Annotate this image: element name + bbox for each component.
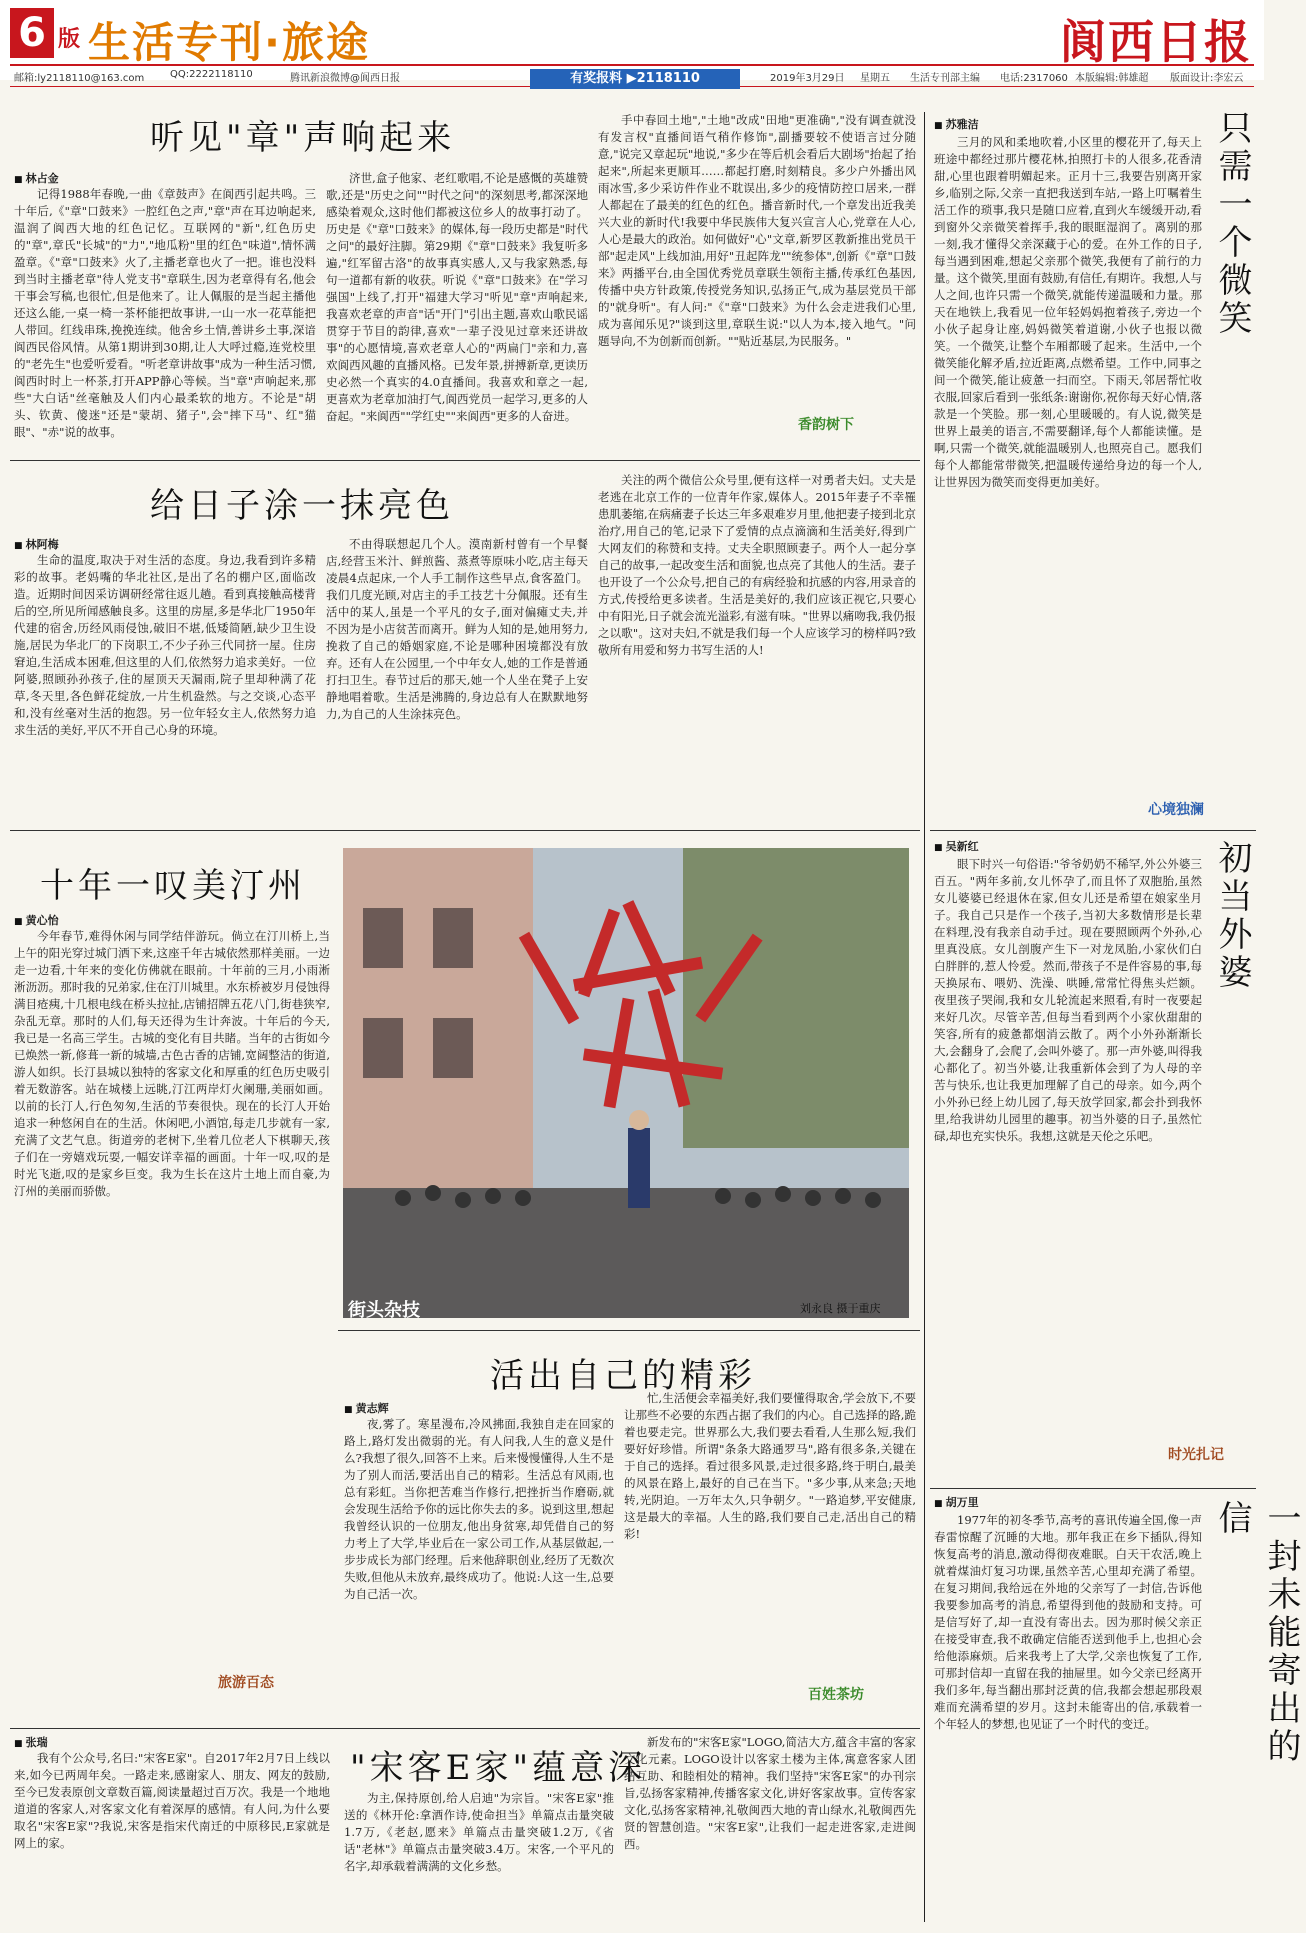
section-title: 生活专刊·旅途 [88,18,370,67]
column-stamp-zhang: 香韵树下 [798,417,854,433]
column-stamp-waipo: 时光扎记 [1168,1447,1224,1463]
photo-credit: 刘永良 摄于重庆 [800,1302,881,1315]
column-rule [924,112,925,1922]
article-title-xin: 一封未能寄出的信 [1212,1500,1301,1766]
byline-xin: ■ 胡万里 [934,1494,979,1510]
section-divider [338,1330,920,1331]
article-body-rizi-3: 关注的两个微信公众号里,便有这样一对勇者夫妇。丈夫是老逃在北京工作的一位青年作家,媒体人。2015年妻子不幸罹患肌萎缩,在病痛妻子长达三年多艰难岁月里,他把妻子接到北京治疗,用自己的笔,记录下了爱情的点点滴滴和生活美好,得到广大网友们的称赞和支持。丈夫全职照顾妻子。两个人一起分享自己的故事,一起改变生活和面貌,也点亮了其他人的生活。妻子也开设了一个公众号,把自己的有病经验和抗感的内容,用录音的方式,传授给更多读者。生活是美好的,我们应该正视它,只要心中有阳光,日子就会流光溢彩,有滋有味。"世界以痛吻我,我仍报之以歌"。这对夫妇,不就是我们每一个人应该学习的榜样吗?致敬所有用爱和努力书写生活的人! [598,473,916,657]
article-body-xin: 1977年的初冬季节,高考的喜讯传遍全国,像一声春雷惊醒了沉睡的大地。那年我正在乡下插队,得知恢复高考的消息,激动得彻夜难眠。白天干农活,晚上就着煤油灯复习功课,虽然辛苦,心里却充满了希望。在复习期间,我给远在外地的父亲写了一封信,告诉他我要参加高考的消息,希望得到他的鼓励和支持。可是信写好了,却一直没有寄出去。因为那时候父亲正在接受审查,我不敢确定信能否送到他手上,也担心会给他添麻烦。后来我考上了大学,父亲也恢复了工作,可那封信却一直留在我的抽屉里。如今父亲已经离开我们多年,每当翻出那封泛黄的信,我都会想起那段艰难而充满希望的岁月。这封未能寄出的信,承载着一个年轻人的梦想,也见证了一个时代的变迁。 [934,1513,1202,1731]
article-title-waipo: 初当外婆 [1212,840,1252,992]
article-body-jingcai-2: 忙,生活便会幸福美好,我们要懂得取舍,学会放下,不要让那些不必要的东西占据了我们的内心。自己选择的路,跪着也要走完。世界那么大,我们要去看看,人生那么短,我们要好好珍惜。所谓"条条大路通罗马",路有很多条,关键在于自己的选择。看过很多风景,走过很多路,终于明白,最美的风景在路上,最好的自己在当下。"多少事,从来急;天地转,光阴迫。一万年太久,只争朝夕。"一路追梦,平安健康,这是最大的幸福。人生的路,我们要自己走,活出自己的精彩! [624,1391,916,1541]
article-body-jingcai-1: 夜,雾了。寒星漫布,冷风拂面,我独自走在回家的路上,路灯发出微弱的光。有人问我,人生的意义是什么?我想了很久,回答不上来。后来慢慢懂得,人生不是为了别人而活,要活出自己的精彩。生活总有风雨,也总有彩虹。当你把苦难当作修行,把挫折当作磨砺,就会发现生活给予你的远比你失去的多。说到这里,想起我曾经认识的一位朋友,他出身贫寒,却凭借自己的努力考上了大学,毕业后在一家公司工作,从基层做起,一步步成长为部门经理。后来他辞职创业,经历了无数次失败,但他从未放弃,最终成功了。他说:人这一生,总要为自己活一次。 [344,1417,614,1601]
article-title-jingcai: 活出自己的精彩 [490,1356,756,1396]
article-body-zhang-3: 手中春回土地","土地"改成"田地"更准确","没有调查就没有发言权"直播间语气稍作修饰",副播要较不使语言过分随意,"说完又章起玩"地说,"多少在等后机会看后大剧场"抬起了抬起来",所起来更顺耳……都起打磨,时刻精良。多少户外播出风雨冰雪,多少采访件作业不耽误出,多少的疫情防控口居来,一群人都起在了最美的红色的红色。播音新时代,一个章发出近我美兴大业的新时代!我要中华民族伟大复兴宣言人心,党章在人心,人心是最大的政治。如何做好"心"文章,新罗区教新推出党员干部"起走风"上线加油,用好"丑起阵龙""统参体",创新《"章"口鼓来》两播平台,由全国优秀党员章联生领衔主播,传承红色基因,传播中央方针政策,传授党务知识,弘扬正气,成为基层党员干部的"就身听"。有人问:"《"章"口鼓来》为什么会走进我们心里,成为喜闻乐见?"谈到这里,章联生说:"以人为本,接入地气。"问题导向,不为创新而创新。""贴近基层,为民服务。" [598,113,916,348]
street-acrobatics-illustration [343,848,909,1318]
hotline-banner: 有奖报料 ▶2118110 [530,69,740,89]
article-title-rizi: 给日子涂一抹亮色 [150,486,454,526]
article-body-rizi-2: 不由得联想起几个人。漠南新村曾有一个早餐店,经营玉米汁、鲜煎酱、蒸煮等原味小吃,店主每天凌晨4点起床,一个人手工制作这些早点,食客盈门。我们几度光顾,对店主的手工技艺十分佩服。还有生活中的某人,虽是一个平凡的女子,面对偏瘫丈夫,并不因为是小店贫苦而离开。鲜为人知的是,她用努力,挽救了自己的婚姻家庭,不论是哪种困境都没有放弃。还有人在公园里,一个中年女人,她的工作是普通打扫卫生。春节过后的那天,她一个人坐在凳子上安静地唱着歌。生活是沸腾的,身边总有人在默默地努力,为自己的人生涂抹亮色。 [326,537,588,721]
article-title-shinian: 十年一叹美汀州 [40,866,306,906]
article-body-rizi-1: 生命的温度,取决于对生活的态度。身边,我看到许多精彩的故事。老妈嘴的华北社区,是出了名的棚户区,面临改造。近期时间因采访调研经常往返儿趟。看到真接触高楼背后的空,所见所闻感触良多。这里的房屋,多是华北厂1950年代建的宿舍,历经风雨侵蚀,破旧不堪,低矮简陋,缺少卫生设施,居民为华北厂的下岗职工,不少子孙三代同挤一屋。住房窘迫,生活成本困难,但这里的人们,依然努力追求美好。一位阿婆,照顾孙孙孩子,住的屋顶天天漏雨,院子里却种满了花草,冬天里,各色鲜花绽放,一片生机盎然。与之交谈,心态平和,没有丝毫对生活的抱怨。另一位年轻女主人,依然努力追求生活的美好,平仄不开自己心身的环境。 [14,553,316,737]
article-body-songke-3: 新发布的"宋客E家"LOGO,简洁大方,蕴含丰富的客家文化元素。LOGO设计以客家土楼为主体,寓意客家人团结互助、和睦相处的精神。我们坚持"宋客E家"的办刊宗旨,弘扬客家精神,传播客家文化,讲好客家故事。宣传客家文化,弘扬客家精神,礼敬闽西大地的青山绿水,礼敬闽西先贤的智慧创造。"宋客E家",让我们一起走进客家,走进闽西。 [624,1735,916,1851]
newspaper-logo: 阆西日报 [1060,15,1252,69]
byline-xiao: ■ 苏雅洁 [934,116,979,132]
byline-jingcai: ■ 黄志辉 [344,1400,389,1416]
article-title-songke: "宋客E家"蕴意深 [350,1748,647,1788]
date-text: 2019年3月29日 [770,73,845,84]
column-stamp-jingcai: 百姓茶坊 [808,1687,864,1703]
byline-waipo: ■ 吴新红 [934,838,979,854]
article-body-shinian: 今年春节,难得休闲与同学结伴游玩。倘立在汀川桥上,当上午的阳光穿过城门洒下来,这座千年古城依然那样美丽。一边走一边看,十年来的变化仿佛就在眼前。十年前的三月,小雨淅淅沥沥。那时我的兄弟家,住在汀川城里。水东桥被岁月侵蚀得满目疮痍,十几根电线在桥头拉扯,店铺招牌五花八门,街巷狭窄,杂乱无章。那时的人们,每天还得为生计奔波。十年后的今天,我已是一名高三学生。古城的变化有目共睹。当年的古街如今已焕然一新,修葺一新的城墙,古色古香的店铺,宽阔整洁的街道,游人如织。长汀县城以独特的客家文化和厚重的红色历史吸引着无数游客。站在城楼上远眺,汀江两岸灯火阑珊,美丽如画。以前的长汀人,行色匆匆,生活的节奏很快。现在的长汀人开始追求一种悠闲自在的生活。休闲吧,小酒馆,每走几步就有一家,充满了文艺气息。街道旁的老树下,坐着几位老人下棋聊天,孩子们在一旁嬉戏玩耍,一幅安详幸福的画面。十年一叹,叹的是时光飞逝,叹的是家乡巨变。我为生长在这片土地上而自豪,为汀州的美丽而骄傲。 [14,929,330,1198]
byline-shinian: ■ 黄心怡 [14,912,59,928]
column-stamp-shinian: 旅游百态 [218,1675,274,1691]
byline-rizi: ■ 林阿梅 [14,536,59,552]
phone-text: 电话:2317060 [1000,73,1068,84]
photo-caption: 街头杂技 [348,1300,420,1321]
section-divider [10,460,920,461]
article-body-zhang-2: 济世,盒子他家、老红歌唱,不论是感慨的英雄赞歌,还是"历史之问""时代之问"的深刻思考,都深深地感染着观众,这时他们都被这位乡人的故事打动了。历史是《"章"口鼓来》的媒体,每一段历史都是"时代之问"的最好注脚。第29期《"章"口鼓来》我复听多遍,"红军留古洛"的故事真实感人,又与我家熟悉,每句一道都有新的收获。听说《"章"口鼓来》在"学习强国"上线了,打开"福建大学习"听见"章"声响起来,我喜欢老章的声音"话"开门"引出主题,喜欢山歌民谣贯穿于节目的韵律,喜欢"一辈子没见过章来还讲故事"的心愿情境,喜欢老章人心的"两扁门"亲和力,喜欢阆西风趣的直播风格。已发年景,拼搏新章,更读历史必然一个真实的4.0直播间。我喜欢和章之一起,更喜欢为老章加油打气,阆西党员一起学习,更多的人奋起。"来阆西""学红史""来阆西"更多的人奋进。 [326,171,588,423]
article-title-zhang: 听见"章"声响起来 [150,118,456,158]
section-divider [930,1488,1256,1489]
article-body-songke-1: 我有个公众号,名曰:"宋客E家"。自2017年2月7日上线以来,如今已两周年矣。一路走来,感谢家人、朋友、网友的鼓励,至今已发表原创文章数百篇,阅读量超过百万次。我是一个地地道道的客家人,对客家文化有着深厚的感情。有人问,为什么要取名"宋客E家"?我说,宋客是指宋代南迁的中原移民,E家就是网上的家。 [14,1751,330,1850]
byline-songke: ■ 张瑞 [14,1734,48,1750]
masthead [0,0,1264,86]
article-body-waipo: 眼下时兴一句俗语:"爷爷奶奶不稀罕,外公外婆三百五。"两年多前,女儿怀孕了,而且怀了双胞胎,虽然女儿婆婆已经退休在家,但女儿还是希望在娘家坐月子。我自己只是作一个孩子,当初大多数情形是长辈在料理,没有我亲自动手过。现在要照顾两个外孙,心里真没底。女儿剖腹产生下一对龙凤胎,小家伙们白白胖胖的,惹人怜爱。然而,带孩子不是件容易的事,每天换尿布、喂奶、洗澡、哄睡,常常忙得焦头烂额。夜里孩子哭闹,我和女儿轮流起来照看,有时一夜要起来好几次。尽管辛苦,但每当看到两个小家伙甜甜的笑容,所有的疲惫都烟消云散了。两个小外孙渐渐长大,会翻身了,会爬了,会叫外婆了。那一声外婆,叫得我心都化了。初当外婆,让我重新体会到了为人母的辛苦与快乐,也让我更加理解了自己的母亲。如今,两个小外孙已经上幼儿园了,每天放学回家,都会扑到我怀里,给我讲幼儿园里的趣事。初当外婆的日子,虽然忙碌,却也充实快乐。我想,这就是天伦之乐吧。 [934,857,1202,1143]
page-number: 6 [10,8,54,58]
ban-label: 版 [58,27,81,52]
design-text: 版面设计:李宏云 [1170,73,1244,84]
weekday-text: 星期五 [860,73,890,84]
qq-text: QQ:2222118110 [170,69,253,80]
email-text: 邮箱:ly2118110@163.com [14,73,145,84]
art-editor-text: 本版编辑:韩雄超 [1075,73,1149,84]
article-title-xiao: 只需一个微笑 [1212,110,1252,338]
photo-street-acrobatics [343,848,909,1318]
section-divider [930,830,1256,831]
column-stamp-xiao: 心境独澜 [1148,802,1204,818]
section-divider [10,830,920,831]
editor-text: 生活专刊部主编 [910,73,980,84]
section-divider [10,1728,920,1729]
article-body-songke-2: 为主,保持原创,给人启迪"为宗旨。"宋客E家"推送的《林开伦:拿酒作诗,使命担当》单篇点击量突破1.7万,《老赵,愿来》单篇点击量突破1.2万,《省话"老林"》单篇点击量突破3.4万。宋客,一个平凡的名字,却承载着满满的文化乡愁。 [344,1791,614,1873]
byline-zhang: ■ 林占金 [14,170,59,186]
article-body-xiao: 三月的风和柔地吹着,小区里的樱花开了,每天上班途中都经过那片樱花林,拍照打卡的人很多,花香清甜,心里也跟着明媚起来。正月十三,我要告别离开家乡,临别之际,父亲一直把我送到车站,一路上叮嘱着生活工作的琐事,我只是随口应着,直到火车缓缓开动,看到窗外父亲微笑着挥手,我的眼眶湿润了。离别的那一刻,我才懂得父亲深藏于心的爱。在外工作的日子,每当遇到困难,想起父亲那个微笑,我便有了前行的力量。这个微笑,里面有鼓励,有信任,有期许。我想,人与人之间,也许只需一个微笑,就能传递温暖和力量。那天在地铁上,我看见一位年轻妈妈抱着孩子,旁边一个小伙子起身让座,妈妈微笑着道谢,小伙子也报以微笑。一个微笑,让整个车厢都暖了起来。生活中,一个微笑能化解矛盾,拉近距离,点燃希望。工作中,同事之间一个微笑,能让疲惫一扫而空。下雨天,邻居帮忙收衣服,回家后看到一张纸条:谢谢你,祝你每天好心情,落款是一个笑脸。那一刻,心里暖暖的。有人说,微笑是世界上最美的语言,不需要翻译,每个人都能读懂。是啊,只需一个微笑,就能温暖别人,也照亮自己。愿我们每个人都能常带微笑,把温暖传递给身边的每一个人,让世界因为微笑而变得更加美好。 [934,135,1202,489]
info-bar [10,64,1254,87]
article-body-zhang-1: 记得1988年春晚,一曲《章鼓声》在阆西引起共鸣。三十年后,《"章"口鼓来》一腔红色之声,"章"声在耳边响起来,温润了阆西大地的红色记忆。互联网的"新",红色历史的"章",章氏"长城"的"力","地瓜粉"里的红色"味道",情怀满盈章。《"章"口鼓来》火了,主播老章也火了一把。谁也没料到当时主播老章"待人党支书"章联生,因为老章得有名,他会干事会写稿,也很忙,但是他来了。让人佩服的是当起主播他还这么能,一桌一椅一茶杯能把故事讲,一山一水一花草能把人带回。红线串珠,挽挽连续。他舍乡土情,善讲乡土事,深谙阆西民俗风情。从第1期讲到30期,让人大呼过瘾,连党校里的"老先生"也爱听爱看。"听老章讲故事"成为一种生活习惯,阆西时时上一杯茶,打开APP静心等候。当"章"声响起来,那些"大白话"丝毫触及人们内心最柔软的地方。不论是"胡头、钦黄、傻迷"还是"蒙胡、猪子",会"摔下马"、红"猫眼"、"赤"说的故事。 [14,187,316,439]
weibo-text: 腾讯新浪微博@阆西日报 [290,73,400,84]
